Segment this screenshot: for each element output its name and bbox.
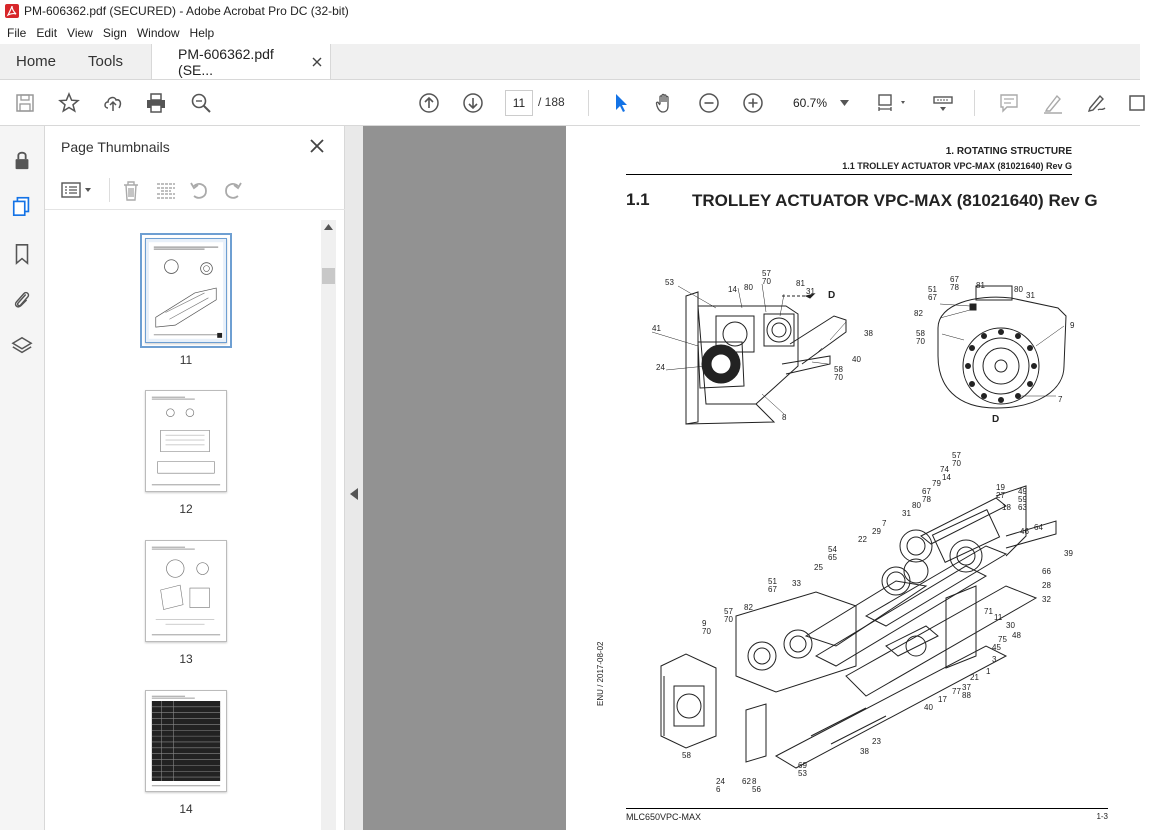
callout: 9 bbox=[702, 619, 707, 628]
callout: 17 bbox=[938, 695, 947, 704]
thumbnail-label: 12 bbox=[179, 502, 193, 516]
rotate-left-icon[interactable] bbox=[188, 180, 210, 202]
header-rule bbox=[626, 174, 1072, 175]
callout: 70 bbox=[916, 337, 925, 346]
callout: 78 bbox=[950, 283, 959, 292]
previous-page-icon[interactable] bbox=[417, 91, 441, 115]
callout: 14 bbox=[942, 473, 951, 482]
callout: 27 bbox=[996, 491, 1005, 500]
collapse-arrow-icon[interactable] bbox=[350, 488, 358, 500]
callout: 30 bbox=[1006, 621, 1015, 630]
tab-tools[interactable]: Tools bbox=[88, 53, 124, 70]
callout: 53 bbox=[665, 278, 674, 287]
callout: 53 bbox=[798, 769, 807, 778]
callout: 80 bbox=[744, 283, 753, 292]
callout: 59 bbox=[1018, 495, 1027, 504]
callout: 48 bbox=[1012, 631, 1021, 640]
tab-home[interactable]: Home bbox=[16, 53, 57, 70]
callout: 38 bbox=[860, 747, 869, 756]
callout: 70 bbox=[702, 627, 711, 636]
callout: 41 bbox=[652, 324, 661, 333]
footer-rule bbox=[626, 808, 1108, 809]
thumbnail-preview bbox=[146, 541, 226, 641]
callout: 40 bbox=[924, 703, 933, 712]
callout: 70 bbox=[724, 615, 733, 624]
thumbnail-toolbar bbox=[45, 170, 345, 210]
thumbnail-page-12[interactable] bbox=[145, 390, 227, 492]
thumbnail-label: 11 bbox=[179, 353, 193, 367]
thumbnail-scrollbar[interactable] bbox=[321, 220, 336, 830]
menu-help[interactable]: Help bbox=[189, 26, 215, 40]
callout: 79 bbox=[932, 479, 941, 488]
callout: 38 bbox=[864, 329, 873, 338]
callout: 7 bbox=[1058, 395, 1063, 404]
callout: 80 bbox=[1014, 285, 1023, 294]
comment-icon[interactable] bbox=[997, 91, 1021, 115]
callout: 22 bbox=[858, 535, 867, 544]
section-number: 1.1 bbox=[626, 190, 650, 209]
callout: 9 bbox=[1070, 321, 1075, 330]
tab-document[interactable] bbox=[151, 44, 331, 79]
page-number-input[interactable]: 11 bbox=[505, 90, 533, 116]
navigation-rail bbox=[0, 126, 45, 830]
callout: 51 bbox=[928, 285, 937, 294]
tab-bar bbox=[0, 44, 1140, 80]
callout: 63 bbox=[1018, 503, 1027, 512]
panel-collapse-handle[interactable] bbox=[345, 126, 363, 830]
print-icon[interactable] bbox=[144, 91, 168, 115]
more-tools-icon[interactable] bbox=[1125, 91, 1149, 115]
save-icon[interactable] bbox=[13, 91, 37, 115]
pdf-page bbox=[566, 126, 1140, 830]
callout: 58 bbox=[834, 365, 843, 374]
menu-edit[interactable]: Edit bbox=[36, 26, 58, 40]
callout: 64 bbox=[1034, 523, 1043, 532]
menu-sign[interactable]: Sign bbox=[102, 26, 127, 40]
highlight-pen-icon[interactable] bbox=[1041, 91, 1065, 115]
main-toolbar bbox=[0, 80, 1140, 126]
callout: 21 bbox=[970, 673, 979, 682]
thumbnail-preview bbox=[146, 239, 226, 342]
fill-sign-icon[interactable] bbox=[1085, 91, 1109, 115]
callout: 70 bbox=[762, 277, 771, 286]
toolbar-divider bbox=[588, 90, 589, 116]
bookmark-icon[interactable] bbox=[10, 242, 34, 266]
callout: 70 bbox=[952, 459, 961, 468]
callout: 49 bbox=[1018, 487, 1027, 496]
zoom-level-dropdown[interactable] bbox=[785, 90, 857, 116]
callout: 24 bbox=[656, 363, 665, 372]
menu-file[interactable]: File bbox=[7, 26, 27, 40]
page-header-section: 1.1 TROLLEY ACTUATOR VPC-MAX (81021640) Rev G bbox=[842, 161, 1072, 171]
close-tab-icon[interactable] bbox=[312, 57, 322, 67]
menu-view[interactable]: View bbox=[67, 26, 93, 40]
thumbnail-page-13[interactable] bbox=[145, 540, 227, 642]
select-cursor-icon[interactable] bbox=[609, 91, 633, 115]
lock-icon[interactable] bbox=[10, 148, 34, 172]
callout: 54 bbox=[828, 545, 837, 554]
tab-document-label: PM-606362.pdf (SE... bbox=[178, 45, 274, 78]
callout: 82 bbox=[914, 309, 923, 318]
callout: 88 bbox=[962, 691, 971, 700]
callout: 80 bbox=[912, 501, 921, 510]
extract-page-icon[interactable] bbox=[155, 180, 177, 202]
callout: 58 bbox=[682, 751, 691, 760]
window-title: PM-606362.pdf (SECURED) - Adobe Acrobat Pro DC (32-bit) bbox=[24, 4, 349, 18]
callout: 75 bbox=[998, 635, 1007, 644]
callout: 18 bbox=[1002, 503, 1011, 512]
scrollbar-thumb[interactable] bbox=[322, 268, 335, 284]
callout: 14 bbox=[728, 285, 737, 294]
callout: 67 bbox=[928, 293, 937, 302]
page-thumbnails-panel bbox=[45, 126, 345, 830]
callout: 51 bbox=[768, 577, 777, 586]
callout: 67 bbox=[768, 585, 777, 594]
thumbnail-preview bbox=[146, 691, 226, 791]
callout: 8 bbox=[782, 413, 787, 422]
callout: 3 bbox=[992, 655, 997, 664]
callout: 28 bbox=[1042, 581, 1051, 590]
panel-title: Page Thumbnails bbox=[61, 139, 170, 155]
view-d-label: D bbox=[992, 414, 1000, 425]
callout: 56 bbox=[752, 785, 761, 794]
revision-date: ENU / 2017-08-02 bbox=[596, 641, 605, 706]
thumbnail-page-14[interactable] bbox=[145, 690, 227, 792]
toolbar-divider bbox=[109, 178, 110, 202]
callout: 66 bbox=[1042, 567, 1051, 576]
callout: 57 bbox=[952, 451, 961, 460]
callout: 32 bbox=[1042, 595, 1051, 604]
page-footer-model: MLC650VPC-MAX bbox=[626, 812, 702, 822]
callout-layer bbox=[566, 236, 1140, 794]
callout: 65 bbox=[828, 553, 837, 562]
callout: 31 bbox=[1026, 291, 1035, 300]
callout: 25 bbox=[814, 563, 823, 572]
page-header-chapter: 1. ROTATING STRUCTURE bbox=[945, 146, 1072, 157]
zoom-search-icon[interactable] bbox=[189, 91, 213, 115]
thumbnail-page-11[interactable] bbox=[145, 238, 227, 343]
callout: 8 bbox=[752, 777, 757, 786]
menu-window[interactable]: Window bbox=[136, 26, 180, 40]
attachment-icon[interactable] bbox=[10, 288, 34, 312]
callout: 57 bbox=[762, 269, 771, 278]
page-thumbnails-icon[interactable] bbox=[10, 194, 34, 218]
thumbnail-list bbox=[45, 212, 321, 830]
section-title: TROLLEY ACTUATOR VPC-MAX (81021640) Rev G bbox=[692, 191, 1098, 210]
callout: 81 bbox=[796, 279, 805, 288]
callout: 58 bbox=[916, 329, 925, 338]
page-fit-icon[interactable] bbox=[876, 91, 912, 115]
callout: 37 bbox=[962, 683, 971, 692]
callout: 23 bbox=[872, 737, 881, 746]
thumbnail-label: 13 bbox=[179, 652, 193, 666]
callout: 46 bbox=[1020, 527, 1029, 536]
callout: 24 bbox=[716, 777, 725, 786]
callout: 1 bbox=[986, 667, 991, 676]
bookmark-star-icon[interactable] bbox=[57, 91, 81, 115]
callout: 39 bbox=[1064, 549, 1073, 558]
callout: 67 bbox=[922, 487, 931, 496]
callout: D bbox=[828, 290, 836, 301]
title-bar bbox=[0, 0, 1140, 22]
scroll-mode-icon[interactable] bbox=[931, 91, 955, 115]
zoom-out-icon[interactable] bbox=[697, 91, 721, 115]
thumbnail-options-icon[interactable] bbox=[61, 180, 97, 200]
callout: 7 bbox=[882, 519, 887, 528]
callout: 67 bbox=[950, 275, 959, 284]
callout: 57 bbox=[724, 607, 733, 616]
callout: 31 bbox=[902, 509, 911, 518]
chevron-down-icon bbox=[840, 100, 849, 106]
zoom-level-value: 60.7% bbox=[793, 96, 828, 110]
callout: 78 bbox=[922, 495, 931, 504]
callout: 82 bbox=[744, 603, 753, 612]
callout: 81 bbox=[976, 281, 985, 290]
callout: 29 bbox=[872, 527, 881, 536]
callout: 6 bbox=[716, 785, 721, 794]
callout: 40 bbox=[852, 355, 861, 364]
callout: 19 bbox=[996, 483, 1005, 492]
callout: 11 bbox=[994, 613, 1003, 622]
next-page-icon[interactable] bbox=[461, 91, 485, 115]
callout: 69 bbox=[798, 761, 807, 770]
upload-cloud-icon[interactable] bbox=[101, 91, 125, 115]
toolbar-divider bbox=[974, 90, 975, 116]
callout: 31 bbox=[806, 287, 815, 296]
page-total: / 188 bbox=[538, 95, 565, 109]
callout: 62 bbox=[742, 777, 751, 786]
acrobat-logo-icon bbox=[4, 3, 20, 19]
menu-bar bbox=[0, 22, 1140, 44]
thumbnail-preview bbox=[146, 391, 226, 491]
callout: 33 bbox=[792, 579, 801, 588]
callout: 70 bbox=[834, 373, 843, 382]
rotate-right-icon[interactable] bbox=[222, 180, 244, 202]
close-panel-icon[interactable] bbox=[307, 136, 327, 156]
scroll-up-icon[interactable] bbox=[324, 224, 333, 230]
callout: 74 bbox=[940, 465, 949, 474]
zoom-in-icon[interactable] bbox=[741, 91, 765, 115]
hand-tool-icon[interactable] bbox=[653, 91, 677, 115]
callout: 77 bbox=[952, 687, 961, 696]
page-number: 1-3 bbox=[1096, 812, 1108, 821]
thumbnail-label: 14 bbox=[179, 802, 193, 816]
callout: 45 bbox=[992, 643, 1001, 652]
document-viewport[interactable] bbox=[363, 126, 1140, 830]
callout: 71 bbox=[984, 607, 993, 616]
layers-icon[interactable] bbox=[10, 334, 34, 358]
delete-page-icon[interactable] bbox=[121, 180, 141, 202]
